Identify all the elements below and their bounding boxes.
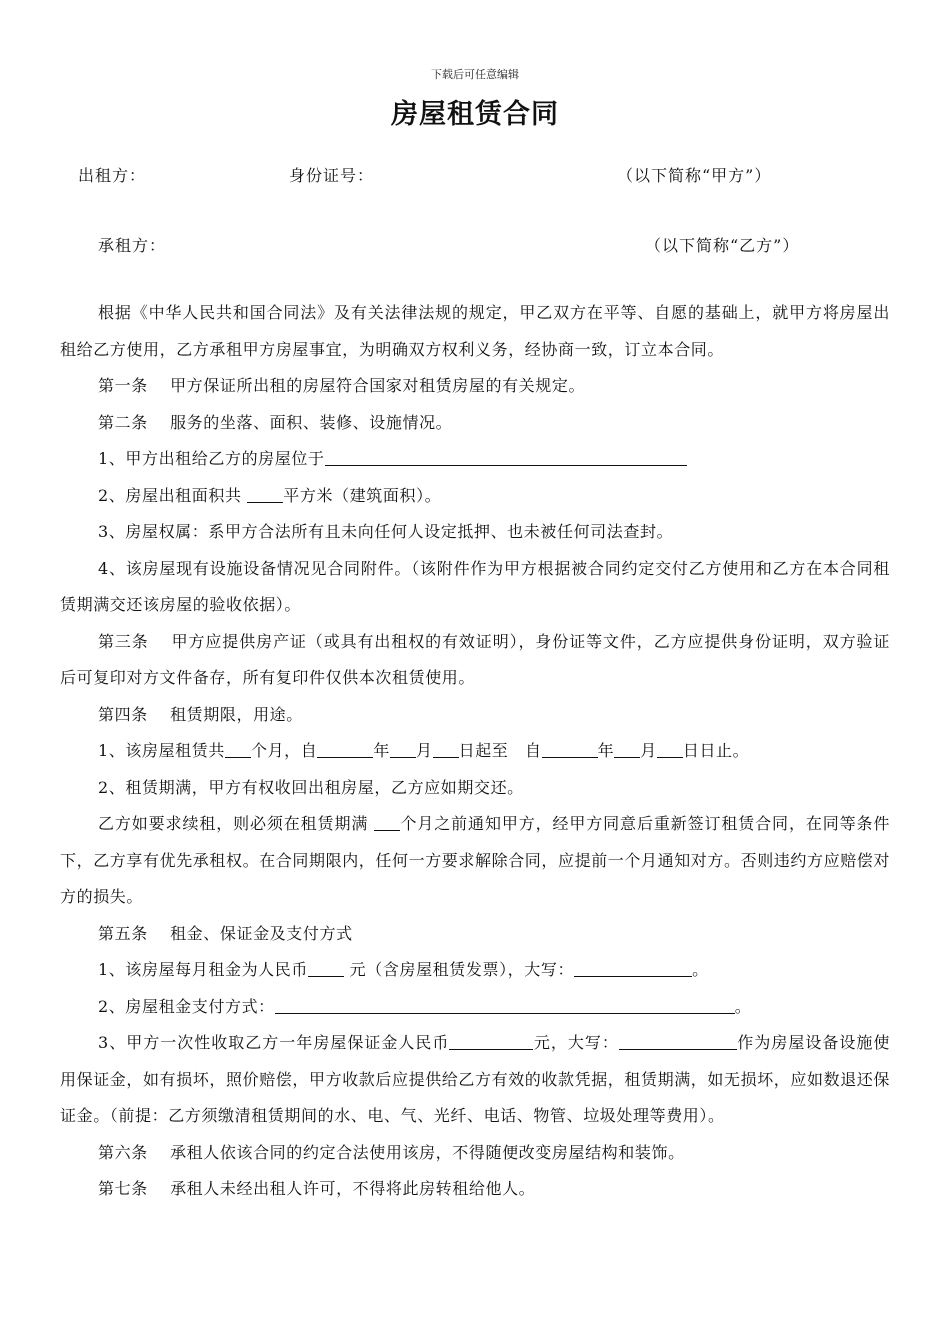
end-day-blank[interactable] — [657, 740, 683, 758]
monthly-rent-blank[interactable] — [308, 959, 344, 977]
page-title: 房屋租赁合同 — [391, 99, 559, 130]
article-4-item-2: 2、租赁期满，甲方有权收回出租房屋，乙方应如期交还。 — [98, 777, 524, 797]
contract-body — [60, 295, 890, 1208]
article-4-item-1: 1、该房屋租赁共 个月，自 年 月 日起至 自 年 月 日日止。 — [98, 741, 750, 760]
start-day-blank[interactable] — [433, 740, 459, 758]
article-4-heading: 第四条 租赁期限，用途。 — [98, 704, 303, 724]
end-year-blank[interactable] — [542, 740, 598, 758]
article-1: 第一条 甲方保证所出租的房屋符合国家对租赁房屋的有关规定。 — [98, 376, 586, 395]
article-2-item-4: 4、该房屋现有设施设备情况见合同附件。（该附件作为甲方根据被合同约定交付乙方使用和乙方在本合同租赁期满交还该房屋的验收依据）。 — [60, 558, 890, 614]
rent-in-words-blank[interactable] — [574, 959, 692, 977]
lessee-alias: （以下简称“乙方”） — [645, 236, 800, 255]
deposit-amount-blank[interactable] — [449, 1032, 533, 1050]
article-5-item-1: 1、该房屋每月租金为人民币 元（含房屋租赁发票），大写： 。 — [98, 960, 709, 979]
lessor-id-label: 身份证号： — [289, 166, 375, 185]
start-month-blank[interactable] — [390, 740, 416, 758]
article-4-renewal: 乙方如要求续租，则必须在租赁期满 个月之前通知甲方，经甲方同意后重新签订租赁合同，在同等条件下，乙方享有优先承租权。在合同期限内，任何一方要求解除合同，应提前一个月通知对方。否则违约方应赔偿对方的损失。 — [60, 814, 891, 906]
article-2-heading: 第二条 服务的坐落、面积、装修、设施情况。 — [98, 412, 453, 432]
article-3: 第三条 甲方应提供房产证（或具有出租权的有效证明），身份证等文件，乙方应提供身份证明，双方验证后可复印对方文件备存，所有复印件仅供本次租赁使用。 — [60, 631, 890, 687]
article-2-item-2: 2、房屋出租面积共 平方米（建筑面积）。 — [98, 485, 442, 505]
preamble: 根据《中华人民共和国合同法》及有关法律法规的规定，甲乙双方在平等、自愿的基础上，就甲方将房屋出租给乙方使用，乙方承租甲方房屋事宜，为明确双方权利义务，经协商一致，订立本合同。 — [60, 303, 890, 359]
lessor-alias: （以下简称“甲方”） — [617, 166, 772, 185]
start-year-blank[interactable] — [317, 740, 373, 758]
area-blank[interactable] — [247, 485, 283, 503]
deposit-in-words-blank[interactable] — [619, 1032, 737, 1050]
months-blank[interactable] — [225, 740, 251, 758]
notice-months-blank[interactable] — [374, 813, 400, 831]
article-5-item-2: 2、房屋租金支付方式： 。 — [98, 996, 752, 1016]
article-6: 第六条 承租人依该合同的约定合法使用该房，不得随便改变房屋结构和装饰。 — [98, 1142, 685, 1162]
article-2-item-1: 1、甲方出租给乙方的房屋位于 — [60, 441, 890, 478]
article-5-heading: 第五条 租金、保证金及支付方式 — [98, 923, 353, 943]
article-7: 第七条 承租人未经出租人许可，不得将此房转租给他人。 — [98, 1179, 536, 1198]
end-month-blank[interactable] — [614, 740, 640, 758]
article-5-item-3: 3、甲方一次性收取乙方一年房屋保证金人民币 元，大写： 作为房屋设备设施使用保证金，如有损坏，照价赔偿，甲方收款后应提供给乙方有效的收款凭据，租赁期满，如无损坏，应如数退还保证金。（前提：乙方须缴清租赁期间的水、电、气、光纤、电话、物管、垃圾处理等费用）。 — [60, 1033, 891, 1125]
address-blank[interactable] — [325, 448, 687, 466]
lessee-label: 承租方： — [98, 236, 167, 255]
header-note: 下载后可任意编辑 — [431, 68, 519, 81]
payment-method-blank[interactable] — [275, 996, 735, 1014]
article-2-item-3: 3、房屋权属：系甲方合法所有且未向任何人设定抵押、也未被任何司法查封。 — [98, 522, 674, 541]
lessor-label: 出租方： — [78, 166, 147, 185]
